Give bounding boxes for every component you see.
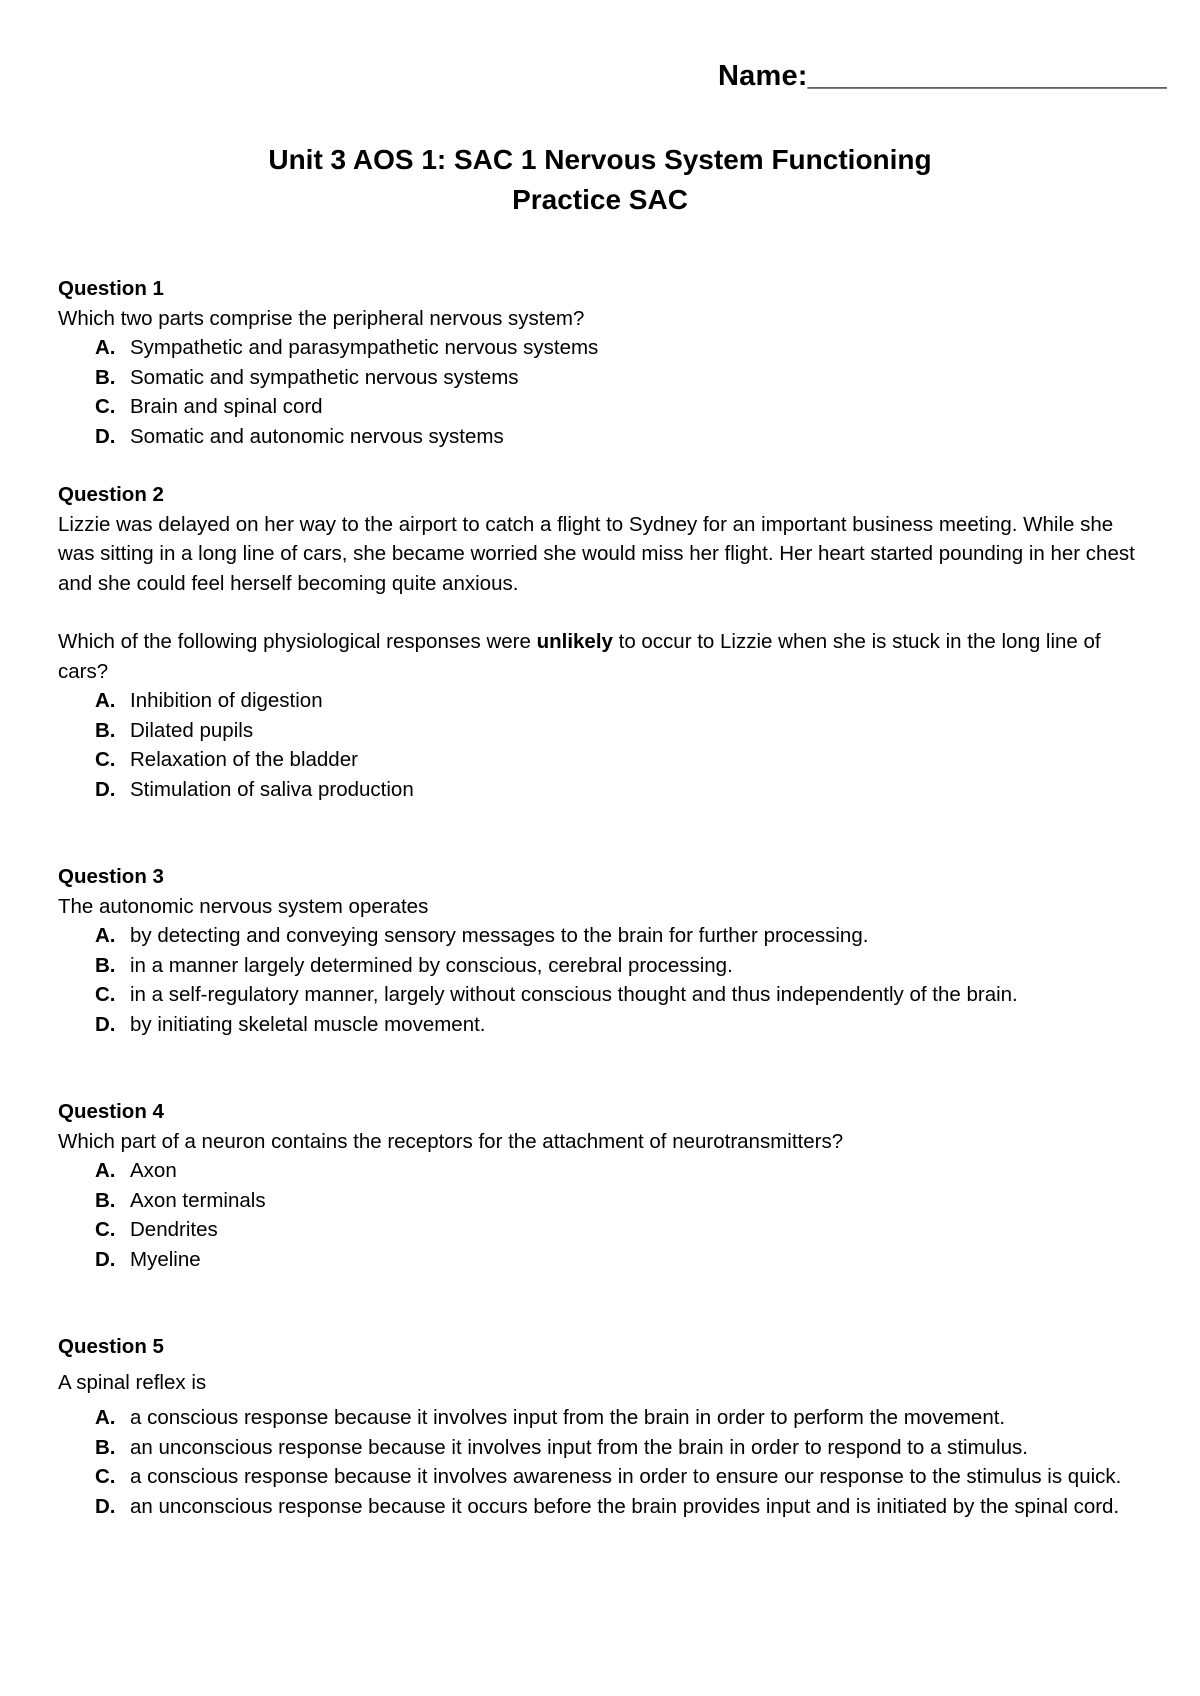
- option-letter: A.: [95, 689, 116, 712]
- option-text: in a manner largely determined by conscious, cerebral processing.: [130, 953, 733, 977]
- option-letter: C.: [95, 983, 116, 1006]
- question-4: [58, 1097, 1148, 1274]
- option-b: [58, 1433, 1148, 1463]
- option-text: Brain and spinal cord: [130, 395, 323, 418]
- option-letter: D.: [95, 1012, 116, 1036]
- option-d: [58, 775, 1148, 805]
- option-list: [58, 686, 1148, 804]
- name-field-label: Name:______________________: [718, 60, 1167, 92]
- question-2: [58, 480, 1148, 804]
- spacer: [58, 1274, 1148, 1332]
- question-heading: Question 1: [58, 277, 164, 300]
- option-d: [58, 422, 1148, 452]
- option-letter: A.: [95, 924, 116, 947]
- option-text: Sympathetic and parasympathetic nervous systems: [130, 336, 599, 359]
- option-letter: C.: [95, 395, 116, 418]
- option-text: Dendrites: [130, 1218, 218, 1241]
- option-letter: C.: [95, 1218, 116, 1241]
- option-a: [58, 1403, 1148, 1433]
- question-heading: Question 5: [58, 1335, 164, 1358]
- option-text: Somatic and autonomic nervous systems: [130, 424, 504, 448]
- option-d: [58, 1010, 1148, 1040]
- questions-container: [58, 274, 1148, 1521]
- option-text: a conscious response because it involves awareness in order to ensure our response to the stimulus is quick.: [130, 1465, 1122, 1488]
- option-text: Axon: [130, 1159, 177, 1182]
- option-text: an unconscious response because it involves input from the brain in order to respond to a stimulus.: [130, 1435, 1028, 1459]
- option-text: Axon terminals: [130, 1188, 266, 1212]
- option-text: Stimulation of saliva production: [130, 777, 414, 801]
- question-heading: Question 3: [58, 865, 164, 888]
- option-a: [58, 333, 1148, 363]
- question-heading: Question 2: [58, 483, 164, 506]
- option-letter: C.: [95, 748, 116, 771]
- option-a: [58, 921, 1148, 951]
- option-letter: D.: [95, 777, 116, 801]
- spacer: [58, 1039, 1148, 1097]
- option-a: [58, 1156, 1148, 1186]
- option-text: Dilated pupils: [130, 718, 254, 742]
- option-letter: A.: [95, 1159, 116, 1182]
- document-title: [0, 140, 1200, 220]
- option-c: [58, 1462, 1148, 1492]
- stem-part: to occur to Lizzie when she is stuck in the long line of cars?: [58, 630, 1101, 683]
- question-stem: [58, 627, 1148, 686]
- option-letter: D.: [95, 424, 116, 448]
- option-list: [58, 1156, 1148, 1274]
- question-3: [58, 862, 1148, 1039]
- option-list: [58, 1403, 1148, 1521]
- option-list: [58, 333, 1148, 451]
- option-letter: C.: [95, 1465, 116, 1488]
- option-text: in a self-regulatory manner, largely without conscious thought and thus independently of the brain.: [130, 983, 1018, 1006]
- option-text: Inhibition of digestion: [130, 689, 323, 712]
- option-b: [58, 951, 1148, 981]
- option-letter: B.: [95, 953, 116, 977]
- question-stem: The autonomic nervous system operates: [58, 894, 429, 918]
- question-heading: Question 4: [58, 1100, 164, 1123]
- question-stem: Which part of a neuron contains the receptors for the attachment of neurotransmitters?: [58, 1129, 844, 1153]
- option-text: by detecting and conveying sensory messages to the brain for further processing.: [130, 924, 869, 947]
- option-d: [58, 1492, 1148, 1522]
- option-b: [58, 363, 1148, 393]
- option-b: [58, 1186, 1148, 1216]
- stem-emphasis: unlikely: [536, 630, 613, 653]
- option-text: Somatic and sympathetic nervous systems: [130, 365, 519, 389]
- question-scenario: Lizzie was delayed on her way to the airport to catch a flight to Sydney for an important business meeting. While she was sitting in a long line of cars, she became worried she would miss her flight. Her heart started pounding in her chest and she could feel herself becoming quite anxious.: [58, 512, 1135, 595]
- option-c: [58, 392, 1148, 422]
- option-c: [58, 745, 1148, 775]
- option-b: [58, 716, 1148, 746]
- question-5: [58, 1332, 1148, 1521]
- spacer: [58, 598, 1148, 627]
- option-text: a conscious response because it involves input from the brain in order to perform the movement.: [130, 1406, 1006, 1429]
- option-letter: B.: [95, 1188, 116, 1212]
- question-1: [58, 274, 1148, 451]
- option-text: Relaxation of the bladder: [130, 748, 358, 771]
- question-stem: Which two parts comprise the peripheral nervous system?: [58, 306, 585, 330]
- option-d: [58, 1245, 1148, 1275]
- option-list: [58, 921, 1148, 1039]
- option-letter: D.: [95, 1494, 116, 1518]
- option-letter: A.: [95, 336, 116, 359]
- option-text: by initiating skeletal muscle movement.: [130, 1012, 486, 1036]
- spacer: [58, 804, 1148, 862]
- title-line-1: Unit 3 AOS 1: SAC 1 Nervous System Functioning: [268, 144, 932, 175]
- option-letter: B.: [95, 718, 116, 742]
- option-letter: B.: [95, 365, 116, 389]
- option-text: Myeline: [130, 1247, 201, 1271]
- title-line-2: Practice SAC: [512, 184, 688, 215]
- option-letter: B.: [95, 1435, 116, 1459]
- option-letter: D.: [95, 1247, 116, 1271]
- option-c: [58, 1215, 1148, 1245]
- option-text: an unconscious response because it occurs before the brain provides input and is initiated by the spinal cord.: [130, 1494, 1120, 1518]
- question-stem: A spinal reflex is: [58, 1370, 207, 1394]
- spacer: [58, 451, 1148, 480]
- option-a: [58, 686, 1148, 716]
- option-c: [58, 980, 1148, 1010]
- stem-part: Which of the following physiological responses were: [58, 630, 537, 653]
- option-letter: A.: [95, 1406, 116, 1429]
